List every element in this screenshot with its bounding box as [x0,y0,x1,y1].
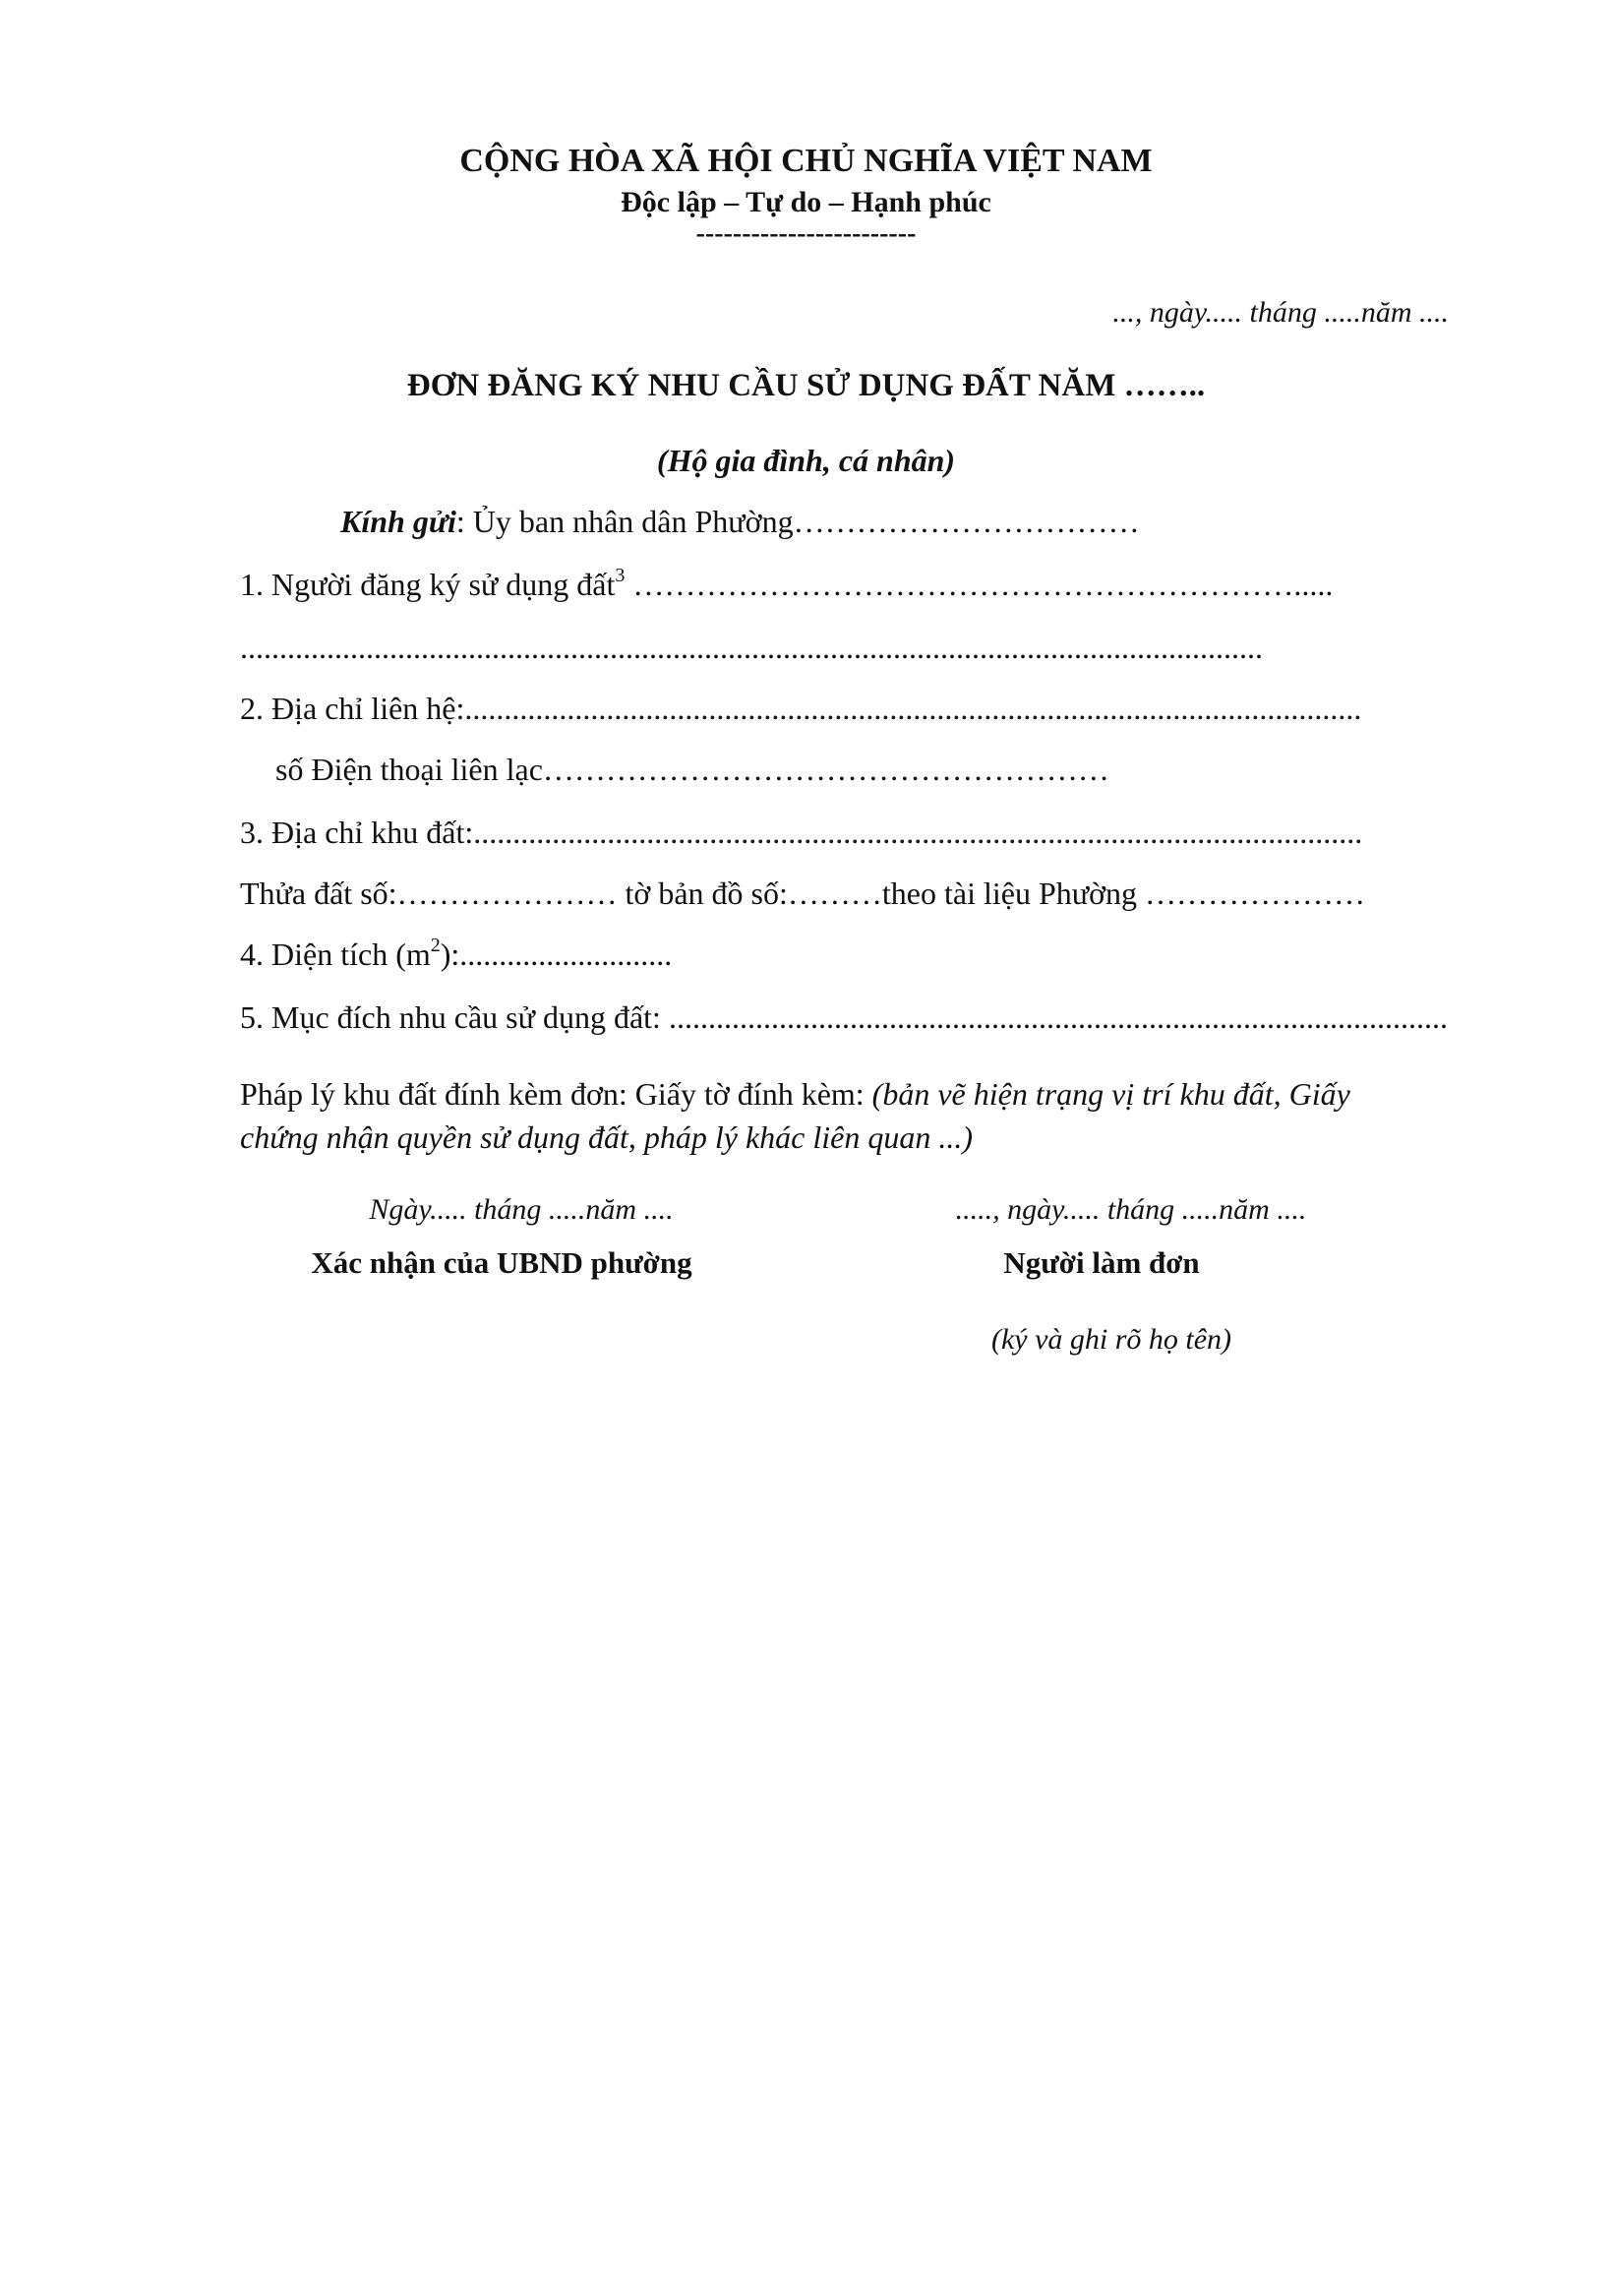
registrant-dots: ………………………………………………………..... [625,567,1334,602]
form-subtitle: (Hộ gia đình, cá nhân) [656,443,956,478]
area-label: 4. Diện tích (m [240,937,431,972]
area-dots: ):........................... [440,937,673,972]
legal-prefix: Pháp lý khu đất đính kèm đơn: Giấy tờ đính kèm: [240,1076,872,1112]
field-registrant-continued[interactable]: .................................................................................................................................. [240,630,1263,665]
footnote-mark: 3 [615,565,626,586]
area-unit-superscript: 2 [430,935,441,956]
field-purpose[interactable]: 5. Mục đích nhu cầu sử dụng đất: ................................................................................................... [240,999,1448,1035]
legal-line-1 [240,1074,1350,1114]
national-title: CỘNG HÒA XÃ HỘI CHỦ NGHĨA VIỆT NAM [459,143,1153,179]
field-registrant[interactable] [240,565,1333,604]
field-parcel-number[interactable]: Thửa đất số:………………… tờ bản đồ số:………theo tài liệu Phường ………………… [240,876,1366,911]
top-date-line: ..., ngày..... tháng .....năm .... [1112,296,1449,329]
applicant-title: Người làm đơn [1003,1245,1200,1280]
legal-attachments: (bản vẽ hiện trạng vị trí khu đất, Giấy [871,1076,1350,1112]
ward-confirmation-title: Xác nhận của UBND phường [311,1245,692,1280]
sign-instruction: (ký và ghi rõ họ tên) [990,1323,1232,1356]
field-contact-address[interactable]: 2. Địa chỉ liên hệ:.................................................................................................................. [240,691,1362,726]
recipient-label: Kính gửi [340,504,456,539]
recipient-line [340,502,1140,541]
form-title: ĐƠN ĐĂNG KÝ NHU CẦU SỬ DỤNG ĐẤT NĂM …….. [406,368,1206,403]
recipient-text: : Ủy ban nhân dân Phường…………………………… [455,504,1140,539]
right-date-line: ....., ngày..... tháng .....năm .... [955,1193,1307,1226]
registrant-label: 1. Người đăng ký sử dụng đất [240,567,616,602]
header-divider: ------------------------ [695,218,917,249]
national-motto: Độc lập – Tự do – Hạnh phúc [621,186,991,218]
field-phone[interactable]: số Điện thoại liên lạc……………………………………………… [275,752,1109,787]
left-date-line: Ngày..... tháng .....năm .... [369,1193,674,1226]
legal-line-2: chứng nhận quyền sử dụng đất, pháp lý khác liên quan ...) [240,1119,973,1155]
field-area[interactable] [240,935,672,974]
field-land-address[interactable]: 3. Địa chỉ khu đất:................................................................................................................. [240,815,1363,850]
